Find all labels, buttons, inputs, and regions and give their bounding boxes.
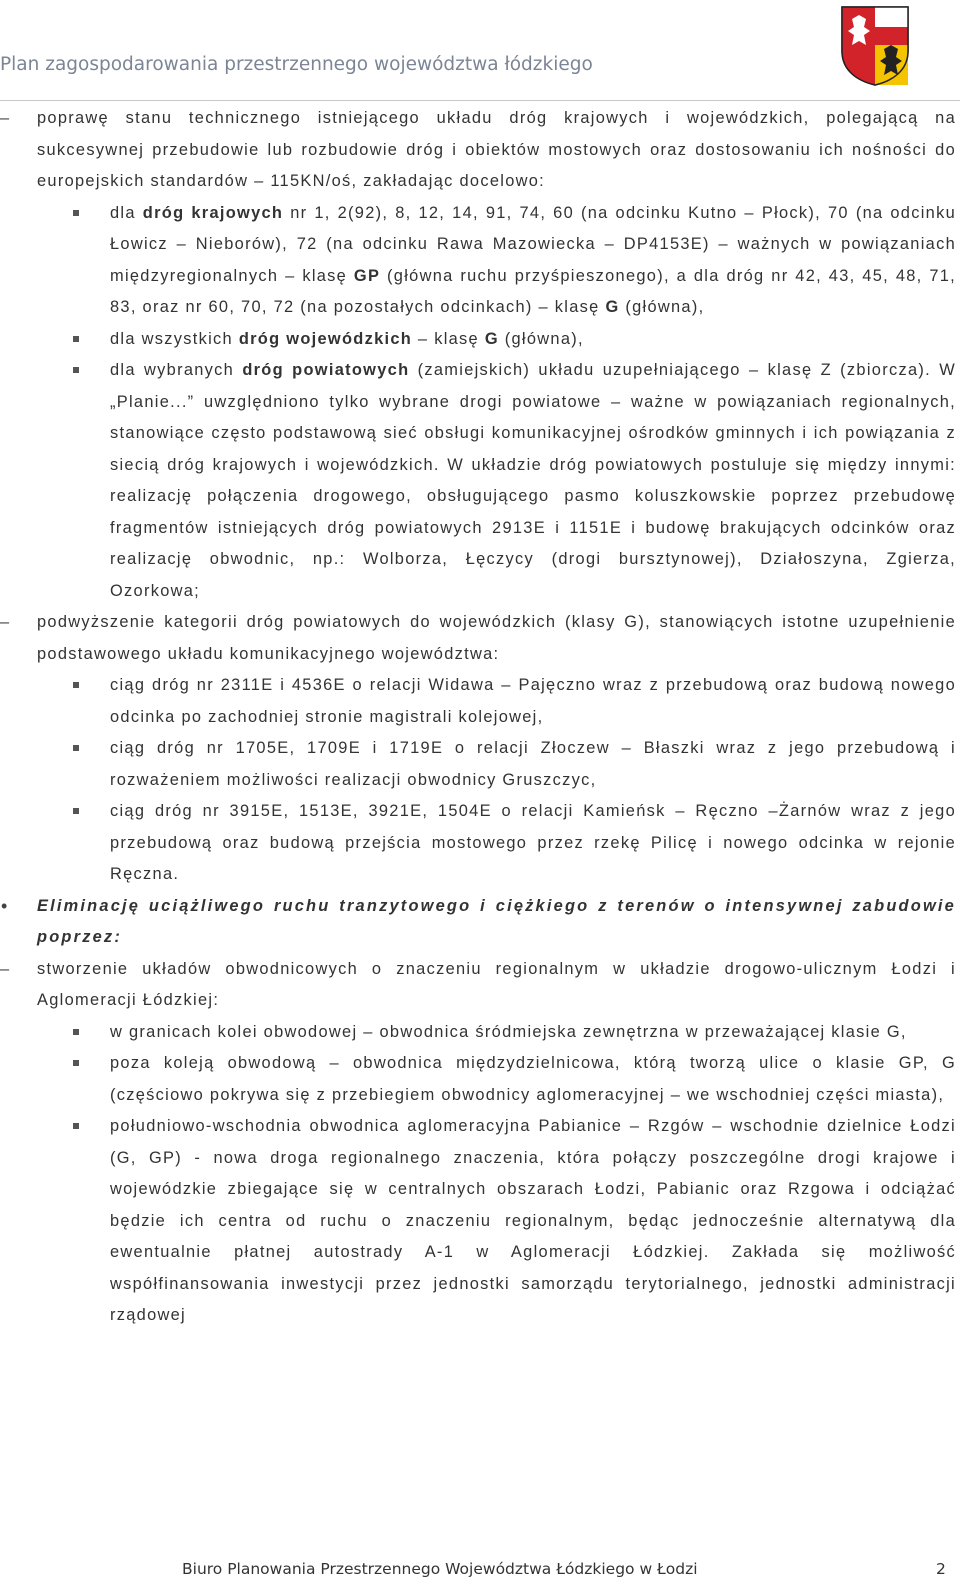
section-heading: • Eliminację uciążliwego ruchu tranzytowego i ciężkiego z terenów o intensywnej zabudowie poprzez: — [0, 891, 960, 954]
bullet-item: ciąg dróg nr 2311E i 4536E o relacji Widawa – Pajęczno wraz z przebudową oraz budową nowego odcinka po zachodniej stronie magistrali kolejowej, — [0, 670, 960, 733]
list-item-dash: – stworzenie układów obwodnicowych o znaczeniu regionalnym w układzie drogowo-ulicznym Łodzi i Aglomeracji Łódzkiej: — [0, 954, 960, 1017]
bullet-item: południowo-wschodnia obwodnica aglomeracyjna Pabianice – Rzgów – wschodnie dzielnice Łodzi (G, GP) - nowa droga regionalnego znaczenia, która połączy poszczególne drogi krajowe i wojewódzkie zbiegające się w centralnych obszarach Łodzi, Pabianic oraz Rzgowa i odciążać będzie ich centra od ruchu o znaczeniu regionalnym, będąc jednocześnie alternatywą dla ewentualnie płatnej autostrady A-1 w Aglomeracji Łódzkiej. Zakłada się możliwość współfinansowania inwestycji przez jednostki samorządu terytorialnego, jednostki administracji rządowej — [0, 1111, 960, 1332]
list-item-dash: – poprawę stanu technicznego istniejącego układu dróg krajowych i wojewódzkich, polegającą na sukcesywnej przebudowie lub rozbudowie dróg i obiektów mostowych oraz dostosowaniu ich nośności do europejskich standardów – 115KN/oś, zakładając docelowo: — [0, 103, 960, 198]
document-title: Plan zagospodarowania przestrzennego województwa łódzkiego — [0, 54, 593, 75]
footer-organization: Biuro Planowania Przestrzennego Województwa Łódzkiego w Łodzi — [182, 1560, 698, 1578]
page-number: 2 — [936, 1560, 946, 1578]
bullet-item: dla wybranych dróg powiatowych (zamiejskich) układu uzupełniającego – klasę Z (zbiorcza). W „Planie...” uwzględniono tylko wybrane drogi powiatowe – ważne w powiązaniach regionalnych, stanowiące często podstawową sieć obsługi komunikacyjnej ośrodków gminnych i ich powiązania z siecią dróg krajowych i wojewódzkich. W układzie dróg powiatowych postuluje się między innymi: realizację połączenia drogowego, obsługującego pasmo koluszkowskie poprzez przebudowę fragmentów istniejących dróg powiatowych 2913E i 1151E i budowę brakujących odcinków oraz realizację obwodnic, np.: Wolborza, Łęczycy (drogi bursztynowej), Działoszyna, Zgierza, Ozorkowa; — [0, 355, 960, 607]
bullet-item: dla wszystkich dróg wojewódzkich – klasę G (główna), — [0, 324, 960, 356]
document-body — [0, 103, 960, 1332]
bullet-item: ciąg dróg nr 1705E, 1709E i 1719E o relacji Złoczew – Błaszki wraz z jego przebudową i rozważeniem możliwości realizacji obwodnicy Gruszczyc, — [0, 733, 960, 796]
bullet-item: ciąg dróg nr 3915E, 1513E, 3921E, 1504E o relacji Kamieńsk – Ręczno –Żarnów wraz z jego przebudową oraz budową przejścia mostowego przez rzekę Pilicę i nowego odcinka w rejonie Ręczna. — [0, 796, 960, 891]
page-footer — [0, 1548, 960, 1588]
bullet-item: poza koleją obwodową – obwodnica międzydzielnicowa, którą tworzą ulice o klasie GP, G (częściowo pokrywa się z przebiegiem obwodnicy aglomeracyjnej – we wschodniej części miasta), — [0, 1048, 960, 1111]
coat-of-arms-icon — [840, 5, 910, 87]
page-header — [0, 0, 960, 100]
bullet-item: w granicach kolei obwodowej – obwodnica śródmiejska zewnętrzna w przeważającej klasie G, — [0, 1017, 960, 1049]
list-item-dash: – podwyższenie kategorii dróg powiatowych do wojewódzkich (klasy G), stanowiących istotne uzupełnienie podstawowego układu komunikacyjnego województwa: — [0, 607, 960, 670]
bullet-item: dla dróg krajowych nr 1, 2(92), 8, 12, 14, 91, 74, 60 (na odcinku Kutno – Płock), 70 (na odcinku Łowicz – Nieborów), 72 (na odcinku Rawa Mazowiecka – DP4153E) – ważnych w powiązaniach międzyregionalnych – klasę GP (główna ruchu przyśpieszonego), a dla dróg nr 42, 43, 45, 48, 71, 83, oraz nr 60, 70, 72 (na pozostałych odcinkach) – klasę G (główna), — [0, 198, 960, 324]
header-divider — [0, 100, 960, 101]
